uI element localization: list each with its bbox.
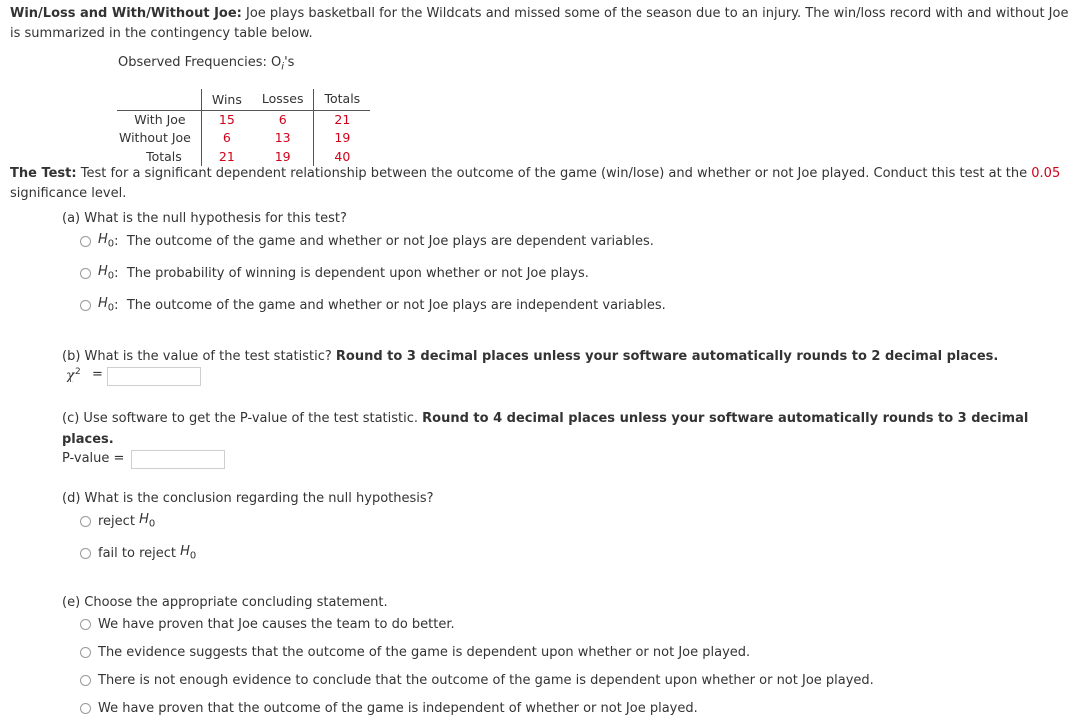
radio-button[interactable]	[80, 300, 91, 311]
radio-button[interactable]	[80, 268, 91, 279]
radio-button[interactable]	[80, 236, 91, 247]
cell: 6	[252, 110, 314, 129]
table-row	[117, 129, 370, 148]
radio-button[interactable]	[80, 703, 91, 714]
option-e-1[interactable]	[80, 615, 455, 633]
option-a-1[interactable]: $H_0$ : The outcome of the game and whether or not Joe plays are dependent variables.	[80, 232, 654, 250]
question-d-prompt: (d) What is the conclusion regarding the null hypothesis?	[62, 491, 434, 506]
question-b-prompt: (b) What is the value of the test statistic? Round to 3 decimal places unless your software automatically rounds to 2 decimal places.	[62, 349, 999, 364]
option-e-4[interactable]	[80, 699, 698, 717]
option-a-3[interactable]: $H_0$ : The outcome of the game and whether or not Joe plays are independent variables.	[80, 296, 666, 314]
col-header-totals: Totals	[314, 89, 370, 110]
option-label: We have proven that the outcome of the game is independent of whether or not Joe played.	[98, 700, 698, 716]
row-label: Totals	[146, 148, 182, 164]
h0-symbol: $H_0$	[180, 544, 197, 562]
radio-button[interactable]	[80, 516, 91, 527]
question-a-prompt: (a) What is the null hypothesis for this test?	[62, 211, 347, 226]
alpha-value: 0.05	[1031, 166, 1061, 181]
table-header-row	[117, 89, 370, 110]
intro-paragraph	[10, 4, 1072, 44]
question-c-prompt: (c) Use software to get the P-value of the test statistic. Round to 4 decimal places unless your software automatically rounds to 3 decimal places.	[62, 411, 1029, 447]
cell: 19	[314, 129, 370, 148]
cell: 40	[314, 148, 370, 167]
option-label: We have proven that Joe causes the team to do better.	[98, 616, 455, 632]
option-label: reject	[98, 513, 135, 529]
chi-square-symbol	[66, 366, 88, 386]
option-label: The evidence suggests that the outcome of the game is dependent upon whether or not Joe played.	[98, 644, 751, 660]
equals-sign: =	[92, 367, 103, 382]
test-paragraph: The Test: Test for a significant dependent relationship between the outcome of the game (win/lose) and whether or not Joe played. Conduct this test at the 0.05 significance level.	[10, 166, 1061, 201]
cell: 21	[314, 110, 370, 129]
radio-button[interactable]	[80, 619, 91, 630]
option-reject[interactable]	[80, 512, 155, 530]
test-title: The Test:	[10, 166, 77, 181]
h0-symbol: $H_0$	[98, 232, 115, 250]
option-label: The probability of winning is dependent upon whether or not Joe plays.	[126, 265, 589, 281]
option-fail-to-reject[interactable]	[80, 544, 196, 562]
intro-title: Win/Loss and With/Without Joe:	[10, 6, 242, 21]
option-label: The outcome of the game and whether or not Joe plays are dependent variables.	[126, 233, 654, 249]
svg-text:2: 2	[75, 367, 81, 377]
question-e-prompt: (e) Choose the appropriate concluding statement.	[62, 595, 388, 610]
cell: 21	[201, 148, 252, 167]
h0-symbol: $H_0$	[98, 264, 115, 282]
contingency-table	[117, 89, 370, 166]
p-value-input[interactable]	[131, 450, 225, 469]
option-e-2[interactable]	[80, 643, 750, 661]
svg-text:χ: χ	[66, 368, 75, 382]
option-label: The outcome of the game and whether or not Joe plays are independent variables.	[126, 297, 666, 313]
row-label: Without Joe	[119, 130, 191, 145]
cell: 15	[201, 110, 252, 129]
radio-button[interactable]	[80, 647, 91, 658]
cell: 6	[201, 129, 252, 148]
p-value-label: P-value =	[62, 451, 125, 466]
col-header-wins: Wins	[201, 89, 252, 110]
chi-square-icon	[66, 366, 88, 382]
option-e-3[interactable]	[80, 671, 874, 689]
row-label: With Joe	[117, 110, 201, 129]
option-label: fail to reject	[98, 545, 176, 561]
intro-text: Joe plays basketball for the Wildcats and missed some of the season due to an injury. The win/loss record with and without Joe is summarized in the contingency table below.	[10, 6, 1069, 41]
test-statistic-input[interactable]	[107, 367, 201, 386]
table-row	[117, 110, 370, 129]
option-a-2[interactable]: $H_0$ : The probability of winning is dependent upon whether or not Joe plays.	[80, 264, 589, 282]
cell: 19	[274, 148, 291, 164]
radio-button[interactable]	[80, 675, 91, 686]
option-label: There is not enough evidence to conclude that the outcome of the game is dependent upon whether or not Joe played.	[98, 672, 874, 688]
h0-symbol: $H_0$	[139, 512, 156, 530]
radio-button[interactable]	[80, 548, 91, 559]
h0-symbol: $H_0$	[98, 296, 115, 314]
col-header-losses: Losses	[261, 91, 304, 106]
observed-table-title: Observed Frequencies: $O_i's$	[118, 55, 295, 73]
cell: 13	[274, 130, 291, 145]
